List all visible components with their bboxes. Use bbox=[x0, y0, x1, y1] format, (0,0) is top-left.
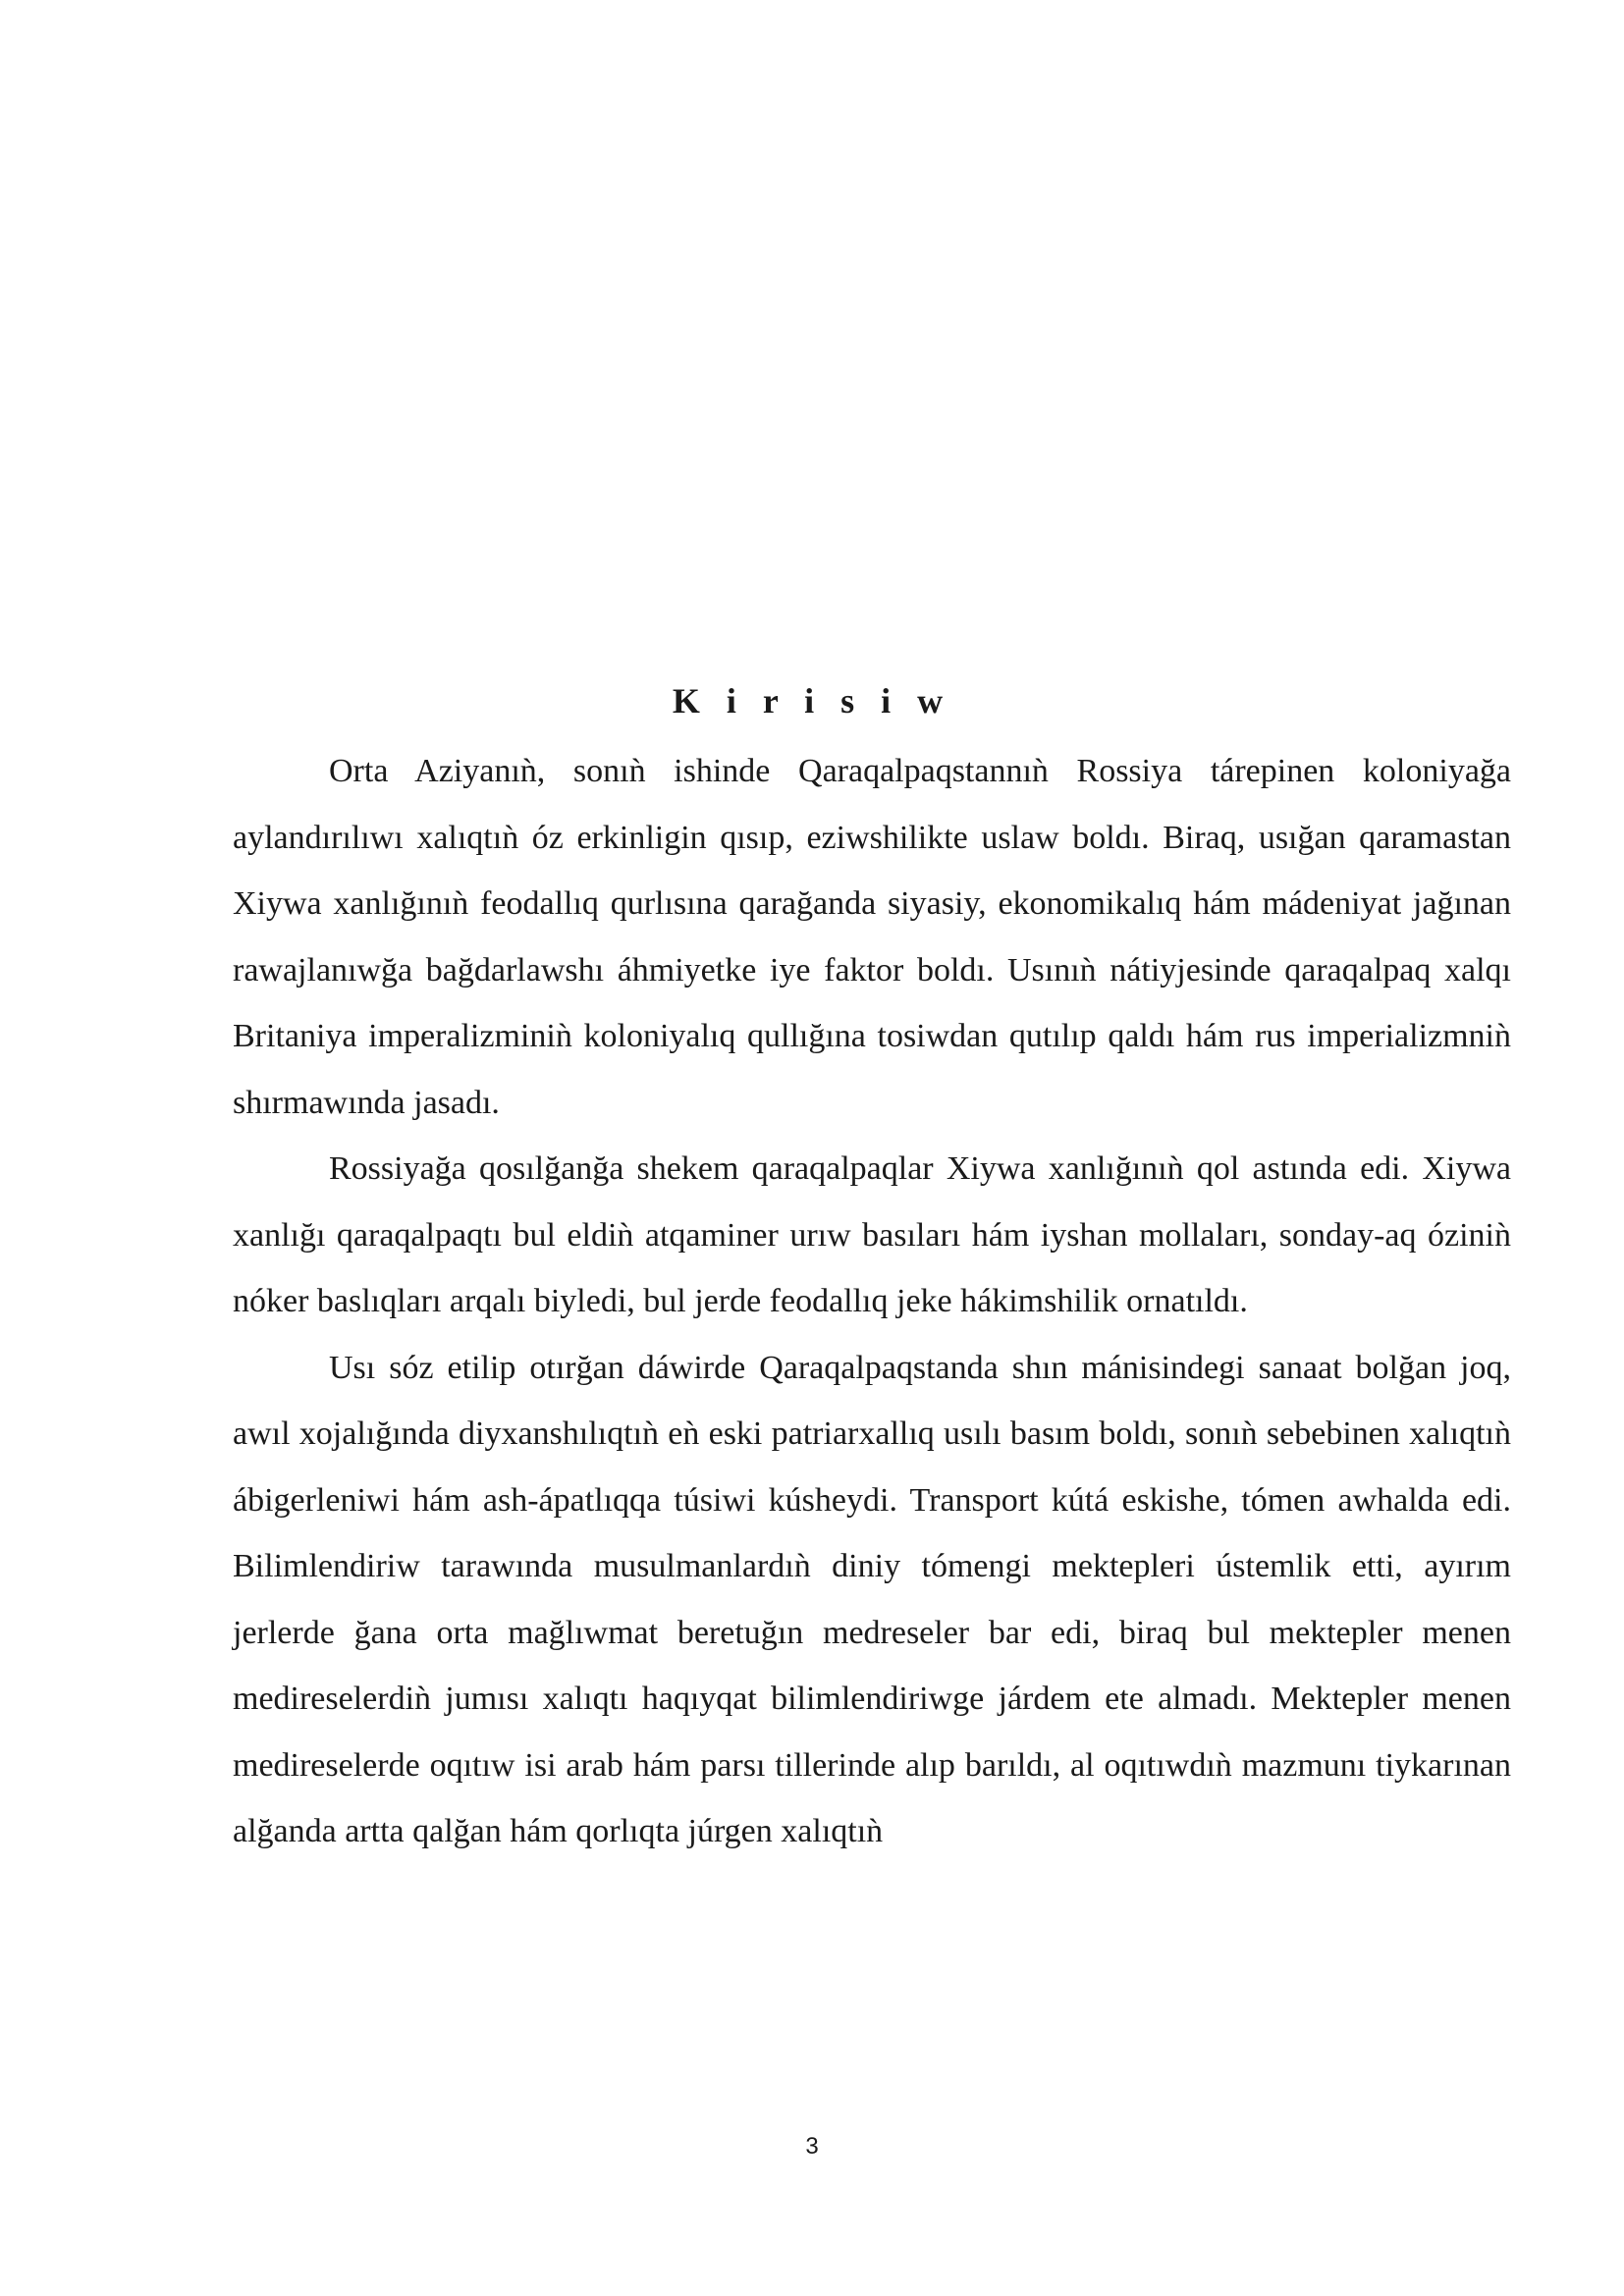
page-number: 3 bbox=[805, 2133, 819, 2160]
body-text bbox=[233, 738, 1511, 1865]
paragraph: Rossiyağa qosılğanğa shekem qaraqalpaqlar Xiywa xanlığınıǹ qol astında edi. Xiywa xanlığı qaraqalpaqtı bul eldiǹ atqaminer urıw basıları hám iyshan mollaları, sonday-aq óziniǹ nóker baslıqları arqalı biyledi, bul jerde feodallıq jeke hákimshilik ornatıldı. bbox=[233, 1150, 1511, 1319]
paragraph: Orta Aziyanıǹ, sonıǹ ishinde Qaraqalpaqstannıǹ Rossiya tárepinen koloniyağa aylandırılıwı xalıqtıǹ óz erkinligin qısıp, eziwshilikte uslaw boldı. Biraq, usığan qaramastan Xiywa xanlığınıǹ feodallıq qurlısına qarağanda siyasiy, ekonomikalıq hám mádeniyat jağınan rawajlanıwğa bağdarlawshı áhmiyetke iye faktor boldı. Usınıǹ nátiyjesinde qaraqalpaq xalqı Britaniya imperalizminiǹ koloniyalıq qullığına tosiwdan qutılıp qaldı hám rus imperializmniǹ shırmawında jasadı. bbox=[233, 753, 1511, 1121]
section-title: K i r i s i w bbox=[672, 681, 952, 721]
paragraph: Usı sóz etilip otırğan dáwirde Qaraqalpaqstanda shın mánisindegi sanaat bolğan joq, awıl xojalığında diyxanshılıqtıǹ eǹ eski patriarxallıq usılı basım boldı, sonıǹ sebebinen xalıqtıǹ ábigerleniwi hám ash-ápatlıqqa túsiwi kúsheydi. Transport kútá eskishe, tómen awhalda edi. Bilimlendiriw tarawında musulmanlardıǹ diniy tómengi mektepleri ústemlik etti, ayırım jerlerde ğana orta mağlıwmat beretuğın medreseler bar edi, biraq bul mektepler menen medireselerdiǹ jumısı xalıqtı haqıyqat bilimlendiriwge járdem ete almadı. Mektepler menen medireselerde oqıtıw isi arab hám parsı tillerinde alıp barıldı, al oqıtıwdıǹ mazmunı tiykarınan alğanda artta qalğan hám qorlıqta júrgen xalıqtıǹ bbox=[233, 1349, 1511, 1849]
